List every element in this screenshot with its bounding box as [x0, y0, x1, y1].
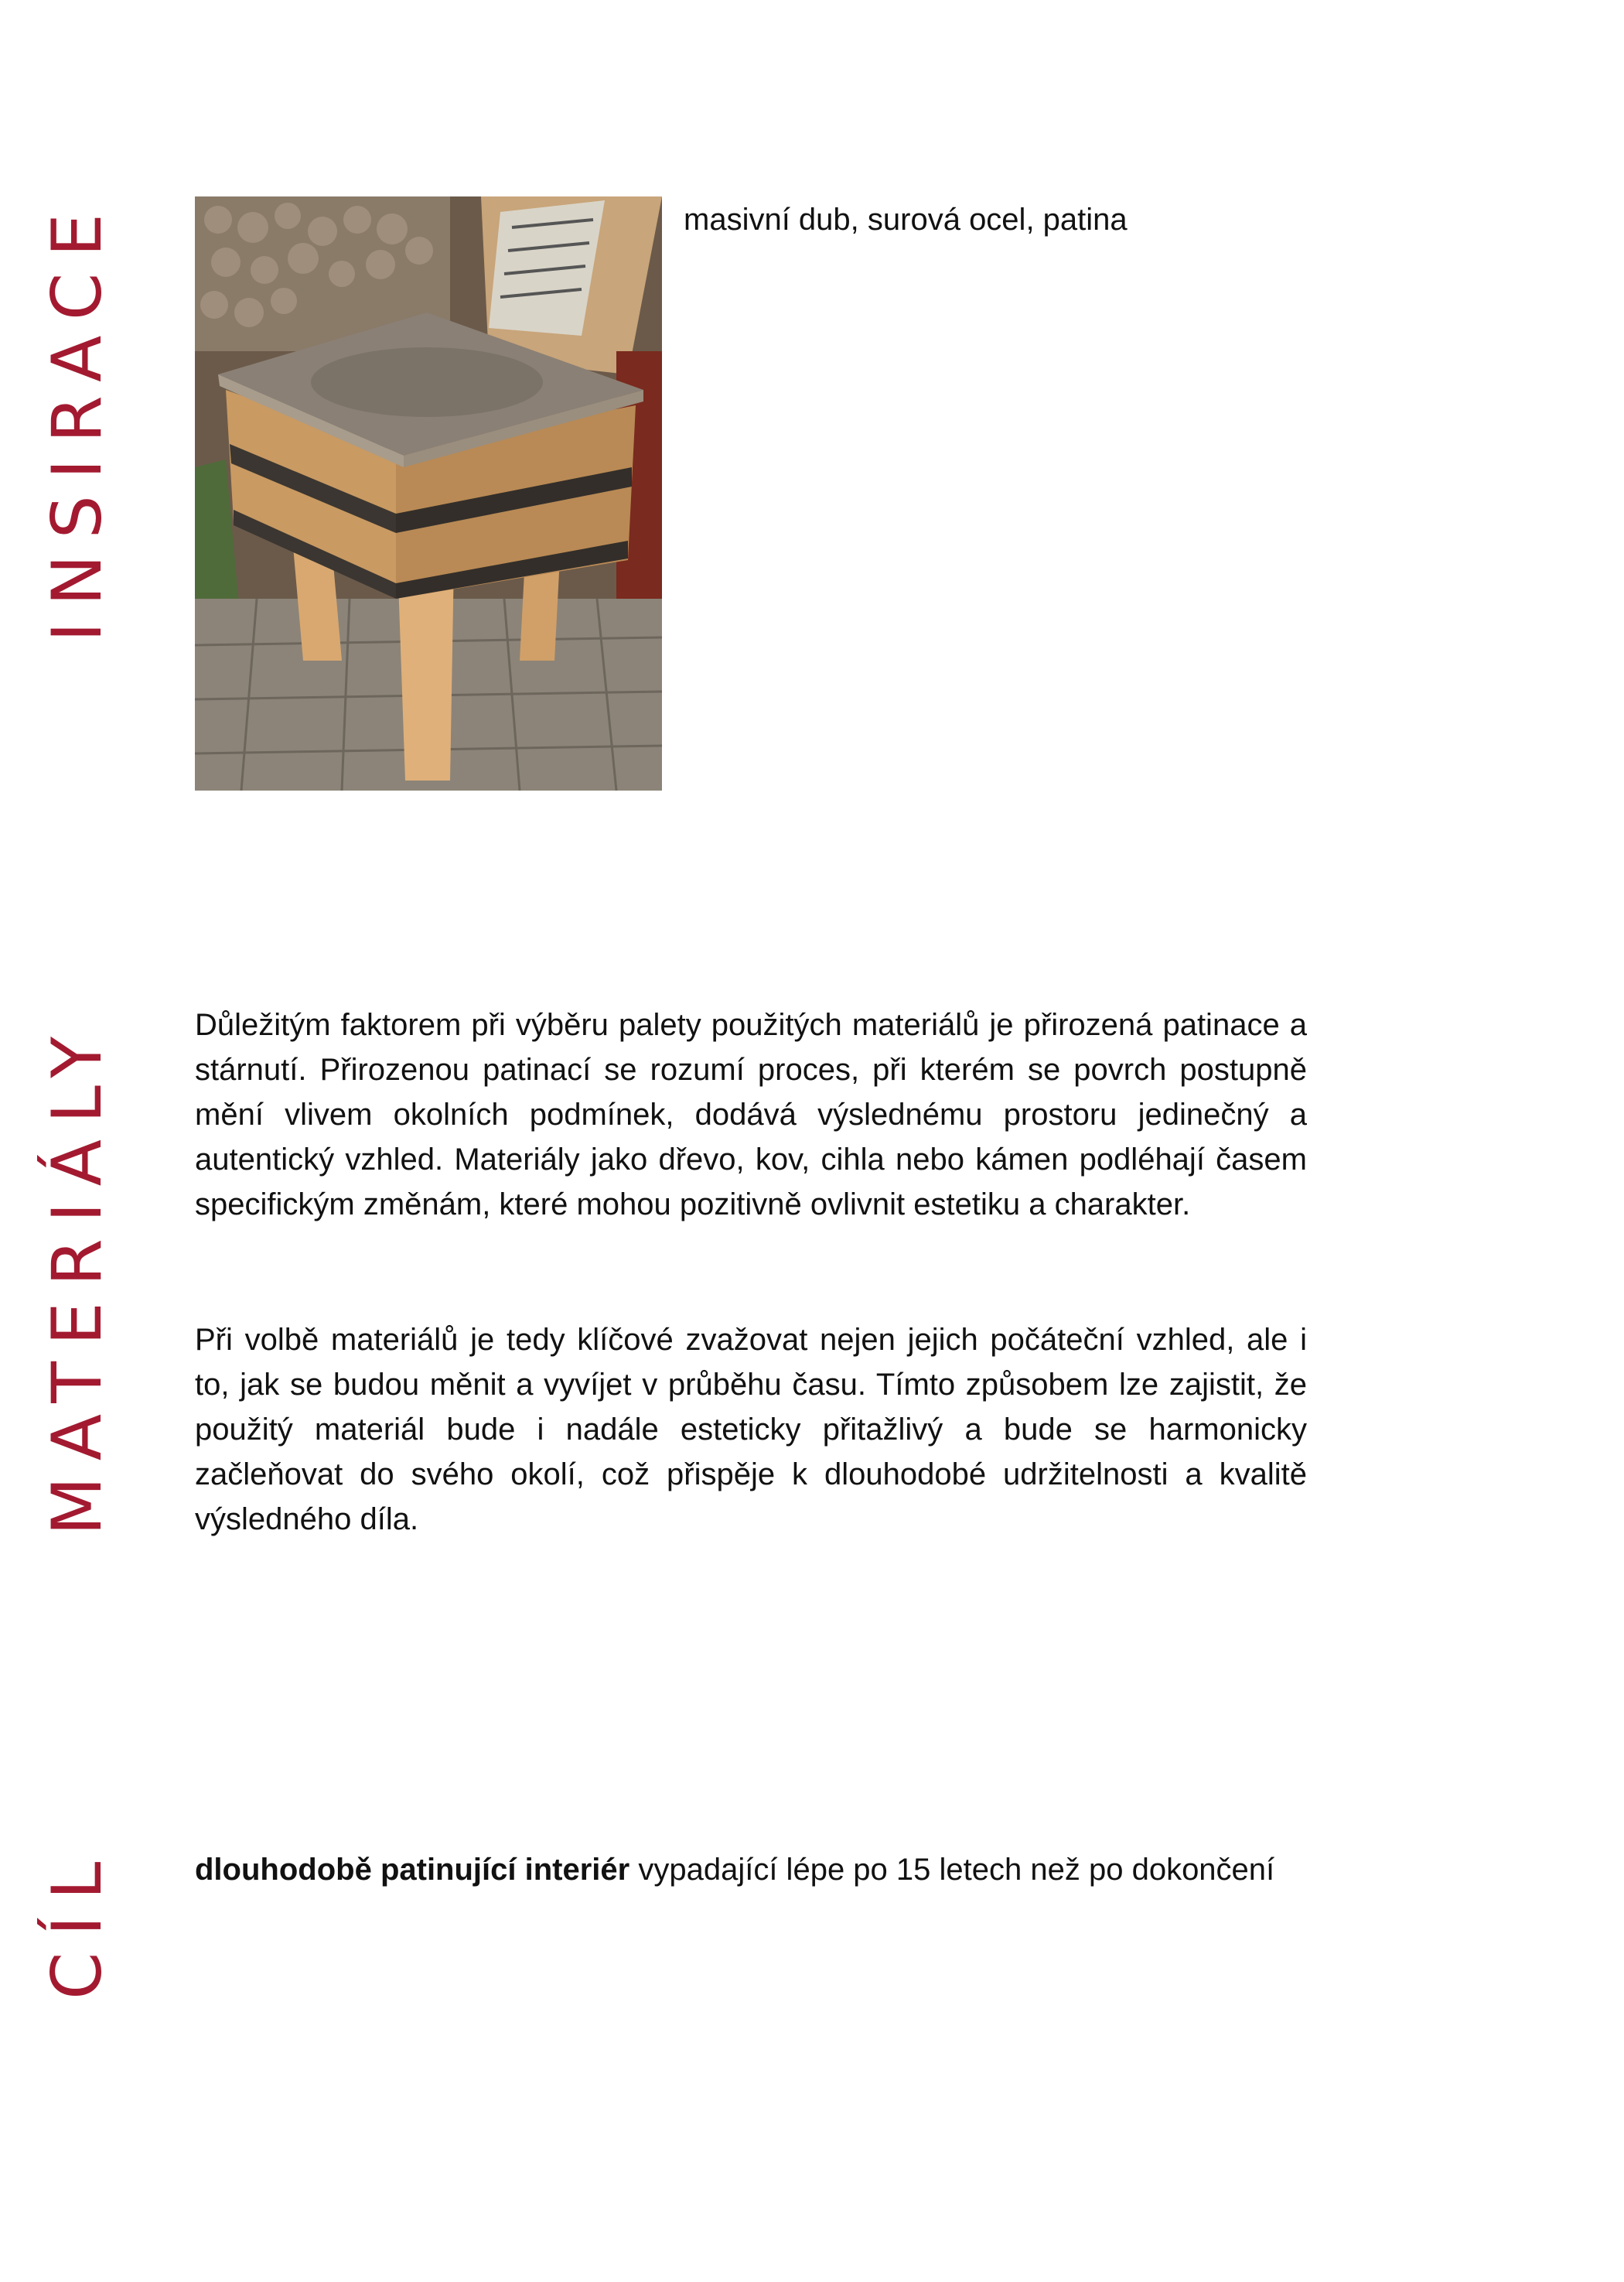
- goal-emphasis: dlouhodobě patinující interiér: [195, 1853, 630, 1887]
- goal-text: [195, 1847, 1307, 1892]
- butcher-block-table-photo: [195, 196, 662, 791]
- photo-caption: masivní dub, surová ocel, patina: [684, 203, 1128, 237]
- section-label-inspirace: INSIRACE: [37, 197, 117, 642]
- section-label-materialy: MATERIÁLY: [37, 1020, 117, 1536]
- goal-rest: vypadající lépe po 15 letech než po dokončení: [629, 1853, 1275, 1887]
- section-label-cil: CÍL: [37, 1845, 117, 2000]
- materials-paragraph-2: Při volbě materiálů je tedy klíčové zvažovat nejen jejich počáteční vzhled, ale i to, jak se budou měnit a vyvíjet v průběhu času. Tímto způsobem lze zajistit, že použitý materiál bude i nadále esteticky přitažlivý a bude se harmonicky začleňovat do svého okolí, což přispěje k dlouhodobé udržitelnosti a kvalitě výsledného díla.: [195, 1323, 1307, 1536]
- materials-paragraph-1: Důležitým faktorem při výběru palety použitých materiálů je přirozená patinace a stárnutí. Přirozenou patinací se rozumí proces, při kterém se povrch postupně mění vlivem okolních podmínek, dodává výslednému prostoru jedinečný a autentický vzhled. Materiály jako dřevo, kov, cihla nebo kámen podléhají časem specifickým změnám, které mohou pozitivně ovlivnit estetiku a charakter.: [195, 1008, 1307, 1221]
